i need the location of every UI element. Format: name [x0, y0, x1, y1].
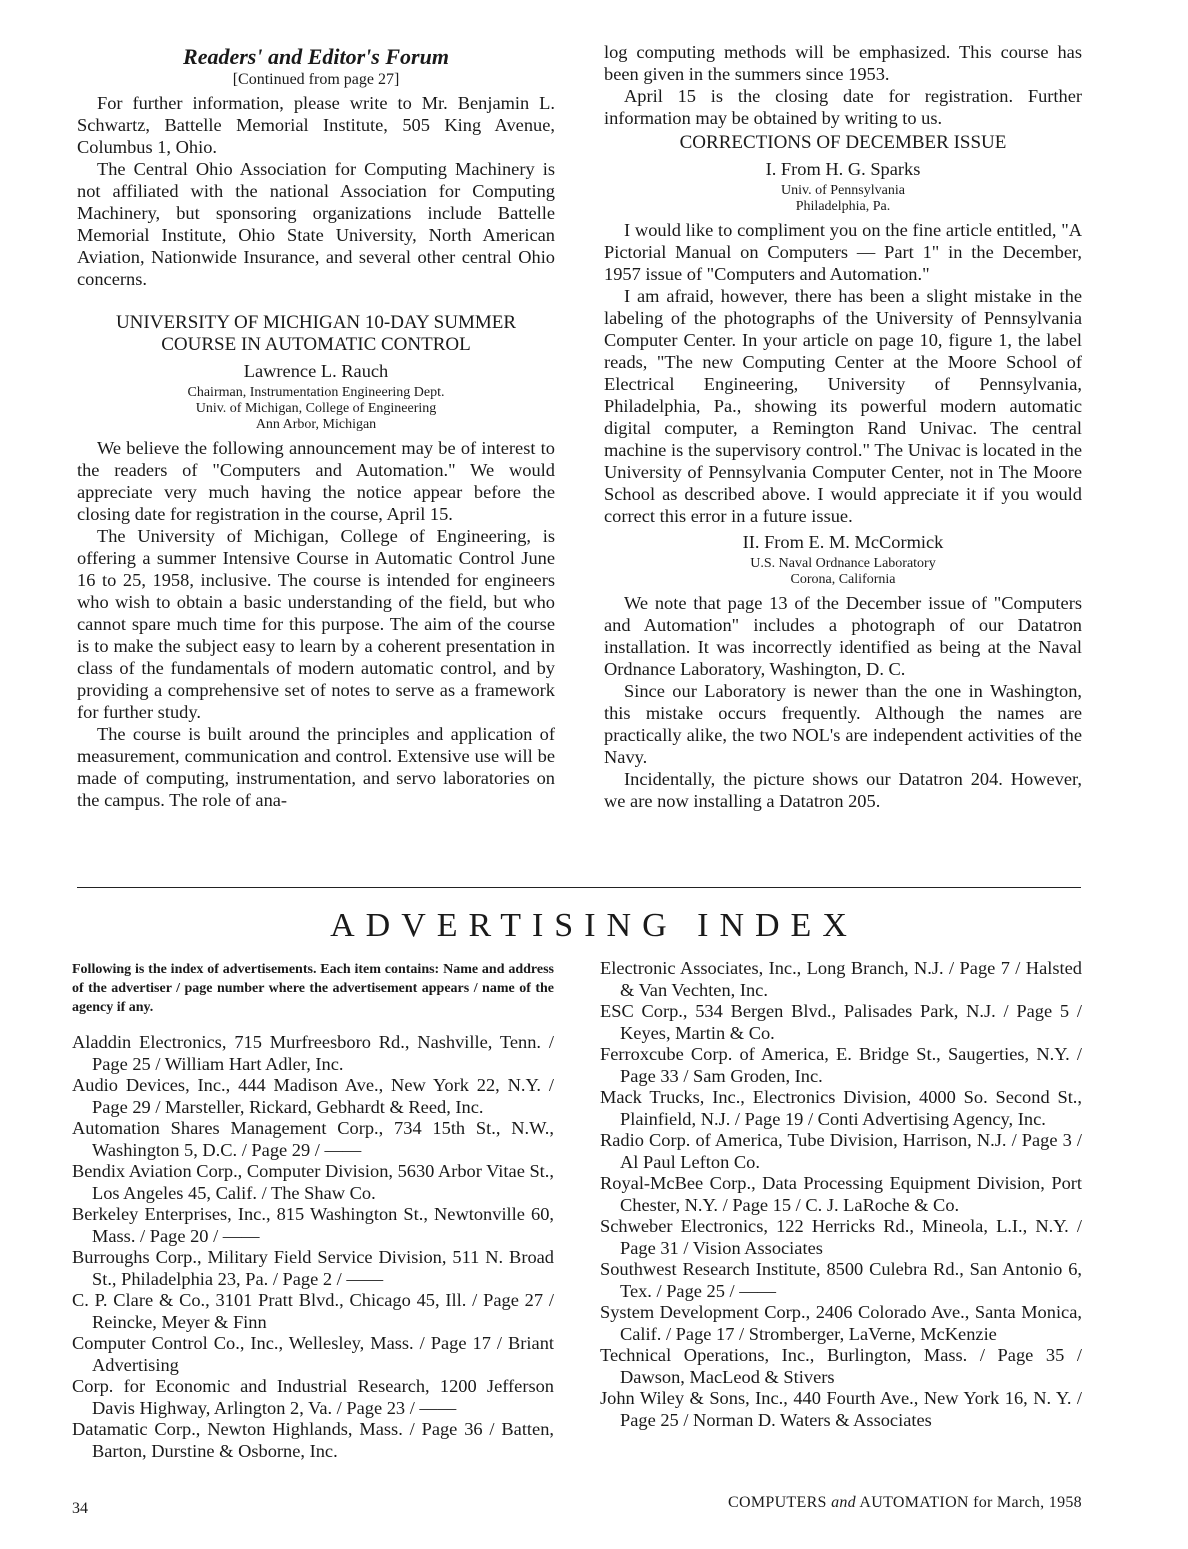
ad-entry: Bendix Aviation Corp., Computer Division, 5630 Arbor Vitae St., Los Angeles 45, Calif. / The Shaw Co.	[72, 1161, 554, 1203]
publication-footer	[686, 1494, 1082, 1512]
ad-entry: Automation Shares Management Corp., 734 15th St., N.W., Washington 5, D.C. / Page 29 / ——	[72, 1118, 554, 1160]
ad-index-left-list	[72, 1032, 554, 1462]
ad-entry: Computer Control Co., Inc., Wellesley, Mass. / Page 17 / Briant Advertising	[72, 1333, 554, 1375]
ad-entry: Ferroxcube Corp. of America, E. Bridge St., Saugerties, N.Y. / Page 33 / Sam Groden, Inc.	[600, 1044, 1082, 1086]
sparks-heading: I. From H. G. Sparks	[765, 159, 921, 179]
mccormick-paragraph: Since our Laboratory is newer than the one in Washington, this mistake occurs frequently. Although the names are practically alike, the two NOL's are independent activities of the Navy.	[604, 681, 1082, 767]
affiliation-line: Univ. of Pennsylvania	[781, 183, 905, 198]
ad-entry: Audio Devices, Inc., 444 Madison Ave., New York 22, N.Y. / Page 29 / Marsteller, Rickard, Gebhardt & Reed, Inc.	[72, 1075, 554, 1117]
ad-entry: Schweber Electronics, 122 Herricks Rd., Mineola, L.I., N.Y. / Page 31 / Vision Associates	[600, 1216, 1082, 1258]
umich-author: Lawrence L. Rauch	[243, 361, 389, 381]
umich-paragraph: We believe the following announcement may be of interest to the readers of "Computers and Automation." We would appreciate very much having the notice appear before the closing date for registration in the course, April 15.	[77, 438, 555, 524]
section-divider	[77, 887, 1081, 888]
footer-issue: AUTOMATION for March, 1958	[859, 1494, 1082, 1511]
umich-affiliation	[77, 385, 555, 433]
ad-entry: Mack Trucks, Inc., Electronics Division, 4000 So. Second St., Plainfield, N.J. / Page 19 / Conti Advertising Agency, Inc.	[600, 1087, 1082, 1129]
forum-title: Readers' and Editor's Forum	[183, 44, 449, 69]
affiliation-line: Corona, California	[790, 572, 896, 587]
left-column	[77, 44, 555, 811]
forum-paragraph: The Central Ohio Association for Computing Machinery is not affiliated with the national Association for Computing Machinery, but sponsoring organizations include Battelle Memorial Institute, Ohio State University, North American Aviation, Nationwide Insurance, and several other central Ohio concerns.	[77, 159, 555, 289]
ad-entry: Aladdin Electronics, 715 Murfreesboro Rd., Nashville, Tenn. / Page 25 / William Hart Adler, Inc.	[72, 1032, 554, 1074]
footer-and: and	[831, 1494, 856, 1511]
advertising-index-title: ADVERTISING INDEX	[330, 907, 858, 944]
sparks-paragraph: I am afraid, however, there has been a slight mistake in the labeling of the photographs of the University of Pennsylvania Computer Center. In your article on page 10, figure 1, the label reads, "The new Computing Center at the Moore School of Electrical Engineering, University of Pennsylvania, Philadelphia, Pa., showing its powerful modern automatic digital computer, a Remington Rand Univac. The central machine is the supervisory control." The Univac is located in the University of Pennsylvania Computer Center, not in The Moore School as described above. I would appreciate it if you would correct this error in a future issue.	[604, 286, 1082, 526]
ad-index-right-list	[600, 958, 1082, 1431]
ad-entry: Electronic Associates, Inc., Long Branch, N.J. / Page 7 / Halsted & Van Vechten, Inc.	[600, 958, 1082, 1000]
ad-entry: John Wiley & Sons, Inc., 440 Fourth Ave., New York 16, N. Y. / Page 25 / Norman D. Waters & Associates	[600, 1388, 1082, 1430]
mccormick-heading: II. From E. M. McCormick	[742, 532, 944, 552]
affiliation-line: Univ. of Michigan, College of Engineering	[195, 401, 437, 416]
ad-entry: C. P. Clare & Co., 3101 Pratt Blvd., Chicago 45, Ill. / Page 27 / Reincke, Meyer & Finn	[72, 1290, 554, 1332]
ad-entry: Royal-McBee Corp., Data Processing Equipment Division, Port Chester, N.Y. / Page 15 / C. J. LaRoche & Co.	[600, 1173, 1082, 1215]
footer-publication-name: COMPUTERS	[728, 1494, 827, 1511]
ad-entry: ESC Corp., 534 Bergen Blvd., Palisades Park, N.J. / Page 5 / Keyes, Martin & Co.	[600, 1001, 1082, 1043]
sparks-affiliation	[604, 183, 1082, 215]
page-number: 34	[72, 1500, 88, 1517]
ad-entry: System Development Corp., 2406 Colorado Ave., Santa Monica, Calif. / Page 17 / Stromberger, LaVerne, McKenzie	[600, 1302, 1082, 1344]
mccormick-affiliation	[604, 556, 1082, 588]
affiliation-line: Ann Arbor, Michigan	[255, 417, 377, 432]
ad-entry: Berkeley Enterprises, Inc., 815 Washington St., Newtonville 60, Mass. / Page 20 / ——	[72, 1204, 554, 1246]
ad-entry: Corp. for Economic and Industrial Research, 1200 Jefferson Davis Highway, Arlington 2, Va. / Page 23 / ——	[72, 1376, 554, 1418]
continued-note: [Continued from page 27]	[232, 71, 400, 88]
affiliation-line: U.S. Naval Ordnance Laboratory	[750, 556, 936, 571]
umich-paragraph: The course is built around the principles and application of measurement, communication and control. Extensive use will be made of computing, instrumentation, and servo laboratories on the campus. The role of ana-	[77, 724, 555, 810]
umich-title-line: UNIVERSITY OF MICHIGAN 10-DAY SUMMER	[115, 312, 517, 333]
umich-title-line: COURSE IN AUTOMATIC CONTROL	[161, 334, 471, 355]
umich-paragraph-continued: log computing methods will be emphasized. This course has been given in the summers since 1953.	[604, 42, 1082, 84]
ad-entry: Burroughs Corp., Military Field Service Division, 511 N. Broad St., Philadelphia 23, Pa. / Page 2 / ——	[72, 1247, 554, 1289]
mccormick-paragraph: We note that page 13 of the December issue of "Computers and Automation" includes a photograph of our Datatron installation. It was incorrectly identified as being at the Naval Ordnance Laboratory, Washington, D. C.	[604, 593, 1082, 679]
right-column	[604, 41, 1082, 812]
affiliation-line: Chairman, Instrumentation Engineering Dept.	[187, 385, 445, 400]
ad-entry: Datamatic Corp., Newton Highlands, Mass. / Page 36 / Batten, Barton, Durstine & Osborne, Inc.	[72, 1419, 554, 1461]
affiliation-line: Philadelphia, Pa.	[795, 199, 891, 214]
umich-section-title	[77, 312, 555, 356]
corrections-title: CORRECTIONS OF DECEMBER ISSUE	[679, 132, 1007, 153]
ad-entry: Southwest Research Institute, 8500 Culebra Rd., San Antonio 6, Tex. / Page 25 / ——	[600, 1259, 1082, 1301]
umich-paragraph: The University of Michigan, College of Engineering, is offering a summer Intensive Course in Automatic Control June 16 to 25, 1958, inclusive. The course is intended for engineers who wish to obtain a basic understanding of the field, but who cannot spare much time for this purpose. The aim of the course is to make the subject easy to learn by a coherent presentation in class of the fundamentals of modern automatic control, and by providing a comprehensive set of notes to serve as a framework for further study.	[77, 526, 555, 722]
ad-entry: Radio Corp. of America, Tube Division, Harrison, N.J. / Page 3 / Al Paul Lefton Co.	[600, 1130, 1082, 1172]
mccormick-paragraph: Incidentally, the picture shows our Datatron 204. However, we are now installing a Datatron 205.	[604, 769, 1082, 811]
forum-paragraph: For further information, please write to Mr. Benjamin L. Schwartz, Battelle Memorial Institute, 505 King Avenue, Columbus 1, Ohio.	[77, 93, 555, 157]
sparks-paragraph: I would like to compliment you on the fine article entitled, "A Pictorial Manual on Computers — Part 1" in the December, 1957 issue of "Computers and Automation."	[604, 220, 1082, 284]
advertising-index-intro: Following is the index of advertisements. Each item contains: Name and address of the advertiser / page number where the advertisement appears / name of the agency if any.	[72, 962, 554, 1015]
ad-entry: Technical Operations, Inc., Burlington, Mass. / Page 35 / Dawson, MacLeod & Stivers	[600, 1345, 1082, 1387]
umich-paragraph: April 15 is the closing date for registration. Further information may be obtained by writing to us.	[604, 86, 1082, 128]
